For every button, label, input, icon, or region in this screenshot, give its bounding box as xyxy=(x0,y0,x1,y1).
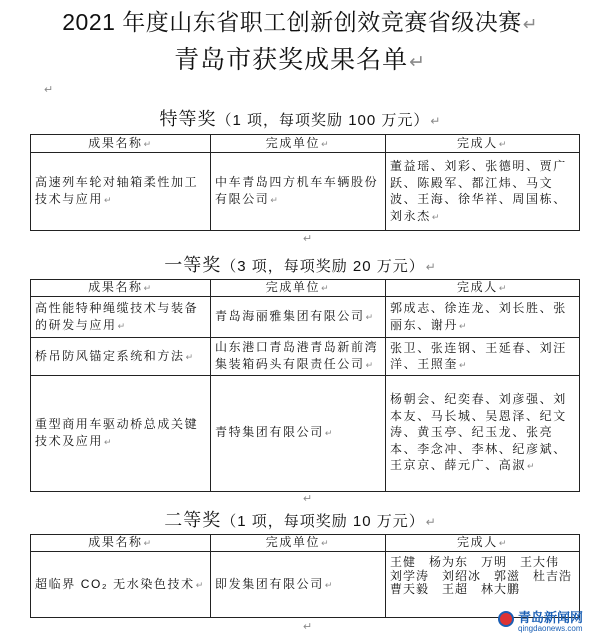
table-header-row xyxy=(31,280,580,297)
achievement-name-cell: 桥吊防风锚定系统和方法↵ xyxy=(31,338,211,376)
award-name: 特等奖 xyxy=(159,109,217,129)
people-cell: 杨朝会、纪奕春、刘彦强、刘本友、马长城、吴恩泽、纪文涛、黄玉亭、纪玉龙、张亮本、李念冲、李林、纪彦斌、王京京、薛元广、高淑↵ xyxy=(386,375,580,492)
header-unit-cell: 完成单位↵ xyxy=(211,535,386,552)
paragraph-mark-icon: ↵ xyxy=(431,211,441,222)
watermark-url: qingdaonews.com xyxy=(518,624,583,633)
paragraph-mark-icon: ↵ xyxy=(195,579,205,590)
paragraph-mark-icon: ↵ xyxy=(498,283,508,293)
paragraph-mark-icon: ↵ xyxy=(365,360,375,370)
table-row xyxy=(31,297,580,338)
award-detail: （1 项，每项奖励 10 万元） xyxy=(221,513,425,530)
unit-cell: 即发集团有限公司↵ xyxy=(211,552,386,618)
paragraph-mark-icon: ↵ xyxy=(522,14,538,34)
header-name-cell: 成果名称↵ xyxy=(31,135,211,153)
unit-cell: 山东港口青岛港青岛新前湾集装箱码头有限责任公司↵ xyxy=(211,338,386,376)
paragraph-mark-icon: ↵ xyxy=(143,283,153,293)
paragraph-mark-icon: ↵ xyxy=(527,461,537,472)
achievement-name-cell: 高性能特种绳缆技术与装备的研发与应用↵ xyxy=(31,297,211,338)
paragraph-mark-icon: ↵ xyxy=(430,114,441,128)
people-cell: 董益瑶、刘彩、张德明、贾广跃、陈殿军、都江炜、马文波、王海、徐华祥、周国栋、刘永杰↵ xyxy=(386,153,580,231)
achievement-name-cell: 重型商用车驱动桥总成关键技术及应用↵ xyxy=(31,375,211,492)
paragraph-mark-icon: ↵ xyxy=(117,320,127,331)
paragraph-mark-icon: ↵ xyxy=(365,312,375,322)
section-heading-second xyxy=(0,508,600,532)
table-row xyxy=(31,153,580,231)
paragraph-mark-icon: ↵ xyxy=(321,138,331,149)
award-detail: （3 项，每项奖励 20 万元） xyxy=(221,258,425,275)
award-table-first xyxy=(30,279,580,492)
document-title-line1: 2021 年度山东省职工创新创效竞赛省级决赛↵ xyxy=(62,9,538,35)
watermark-name: 青岛新闻网 xyxy=(518,610,584,625)
paragraph-mark-icon: ↵ xyxy=(324,428,334,438)
table-header-row xyxy=(31,135,580,153)
award-name: 一等奖 xyxy=(164,255,222,275)
paragraph-mark-icon: ↵ xyxy=(143,538,153,548)
paragraph-mark-icon: ↵ xyxy=(459,360,469,370)
people-cell: 郭成志、徐连龙、刘长胜、张丽东、谢丹↵ xyxy=(386,297,580,338)
paragraph-mark-icon: ↵ xyxy=(321,283,331,293)
award-name: 二等奖 xyxy=(164,510,222,530)
paragraph-mark-icon: ↵ xyxy=(498,538,508,548)
paragraph-mark-icon: ↵ xyxy=(459,320,469,331)
award-detail: （1 项，每项奖励 100 万元） xyxy=(216,112,430,129)
achievement-name-cell: 高速列车轮对轴箱柔性加工技术与应用↵ xyxy=(31,153,211,231)
unit-cell: 青岛海丽雅集团有限公司↵ xyxy=(211,297,386,338)
people-cell: 王健 杨为东 万明 王大伟 刘学涛 刘绍冰 郭滋 杜吉浩 曹天毅 王超 林大鹏 xyxy=(386,552,580,618)
document-title-line2: 青岛市获奖成果名单↵ xyxy=(174,46,426,74)
table-row xyxy=(31,338,580,375)
paragraph-mark-icon: ↵ xyxy=(104,195,114,205)
site-watermark xyxy=(498,607,594,637)
people-cell: 张卫、张连钢、王延春、刘汪洋、王照奎↵ xyxy=(386,338,580,376)
paragraph-mark-icon: ↵ xyxy=(498,138,508,149)
table-header-row xyxy=(31,535,580,552)
header-name-cell: 成果名称↵ xyxy=(31,535,211,552)
paragraph-mark-icon: ↵ xyxy=(185,351,195,362)
qingdaonews-logo-icon xyxy=(498,611,514,627)
unit-cell: 中车青岛四方机车车辆股份有限公司↵ xyxy=(211,153,386,231)
award-table-second xyxy=(30,534,586,618)
paragraph-mark-icon: ↵ xyxy=(321,538,331,548)
paragraph-mark-icon: ↵ xyxy=(303,621,313,633)
achievement-name-cell: 超临界 CO₂ 无水染色技术↵ xyxy=(31,552,211,618)
award-table-special xyxy=(30,134,580,231)
paragraph-mark-icon: ↵ xyxy=(143,138,153,149)
table-row xyxy=(31,375,580,492)
paragraph-mark-icon: ↵ xyxy=(425,260,436,274)
header-unit-cell: 完成单位↵ xyxy=(211,280,386,297)
section-heading-first xyxy=(0,253,600,277)
paragraph-mark-icon: ↵ xyxy=(270,195,280,205)
paragraph-mark-icon: ↵ xyxy=(324,579,334,590)
header-people-cell: 完成人↵ xyxy=(386,535,580,552)
header-people-cell: 完成人↵ xyxy=(386,135,580,153)
header-unit-cell: 完成单位↵ xyxy=(211,135,386,153)
paragraph-mark-icon: ↵ xyxy=(409,51,426,72)
header-people-cell: 完成人↵ xyxy=(386,280,580,297)
paragraph-mark-icon: ↵ xyxy=(303,493,313,505)
header-name-cell: 成果名称↵ xyxy=(31,280,211,297)
paragraph-mark-icon: ↵ xyxy=(44,84,54,96)
section-heading-special xyxy=(0,107,600,131)
paragraph-mark-icon: ↵ xyxy=(104,436,114,447)
unit-cell: 青特集团有限公司↵ xyxy=(211,375,386,492)
paragraph-mark-icon: ↵ xyxy=(303,233,313,245)
paragraph-mark-icon: ↵ xyxy=(425,515,436,529)
